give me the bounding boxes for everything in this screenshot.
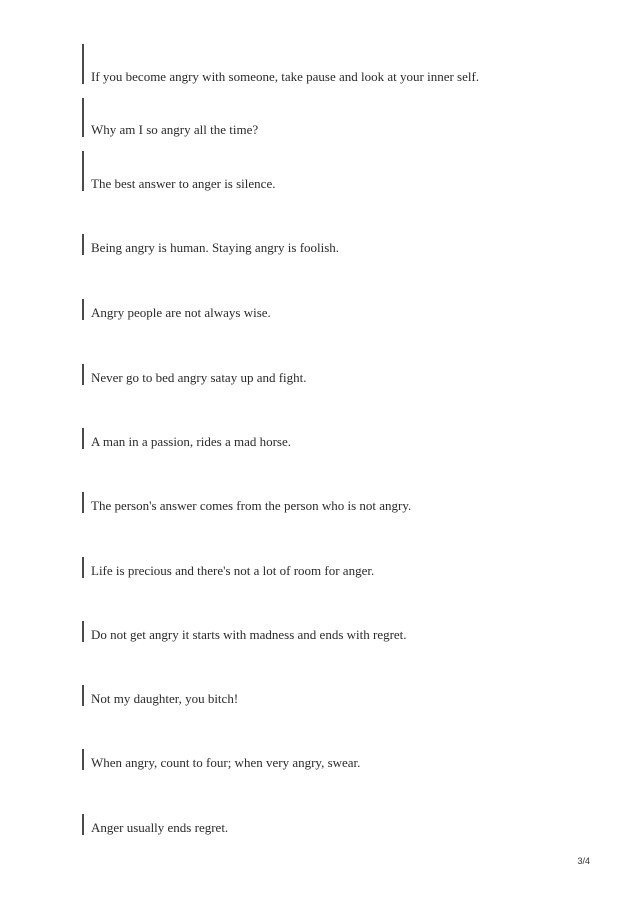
quote-text: Do not get angry it starts with madness and ends with regret. — [91, 627, 407, 642]
quote-item — [82, 98, 602, 137]
quote-item — [82, 557, 602, 578]
quote-text: When angry, count to four; when very angry, swear. — [91, 755, 361, 770]
quote-item — [82, 814, 602, 835]
quote-item — [82, 492, 602, 513]
quote-text: A man in a passion, rides a mad horse. — [91, 434, 292, 449]
quote-text: Angry people are not always wise. — [91, 305, 271, 320]
quote-item — [82, 234, 602, 255]
quote-text: If you become angry with someone, take pause and look at your inner self. — [91, 69, 480, 84]
quote-item — [82, 621, 602, 642]
quote-text: Anger usually ends regret. — [91, 820, 229, 835]
quote-text: The person's answer comes from the person who is not angry. — [91, 498, 412, 513]
quote-item — [82, 364, 602, 385]
quote-text: Life is precious and there's not a lot of room for anger. — [91, 563, 375, 578]
quote-item — [82, 685, 602, 706]
page-number: 3/4 — [577, 856, 590, 866]
quote-text: Why am I so angry all the time? — [91, 122, 259, 137]
quote-text: Being angry is human. Staying angry is foolish. — [91, 240, 340, 255]
quote-text: Not my daughter, you bitch! — [91, 691, 239, 706]
quote-item — [82, 151, 602, 191]
quote-text: The best answer to anger is silence. — [91, 176, 276, 191]
quote-text: Never go to bed angry satay up and fight. — [91, 370, 307, 385]
quote-item — [82, 428, 602, 449]
quote-item — [82, 299, 602, 320]
quote-item — [82, 749, 602, 770]
quote-item — [82, 44, 602, 84]
